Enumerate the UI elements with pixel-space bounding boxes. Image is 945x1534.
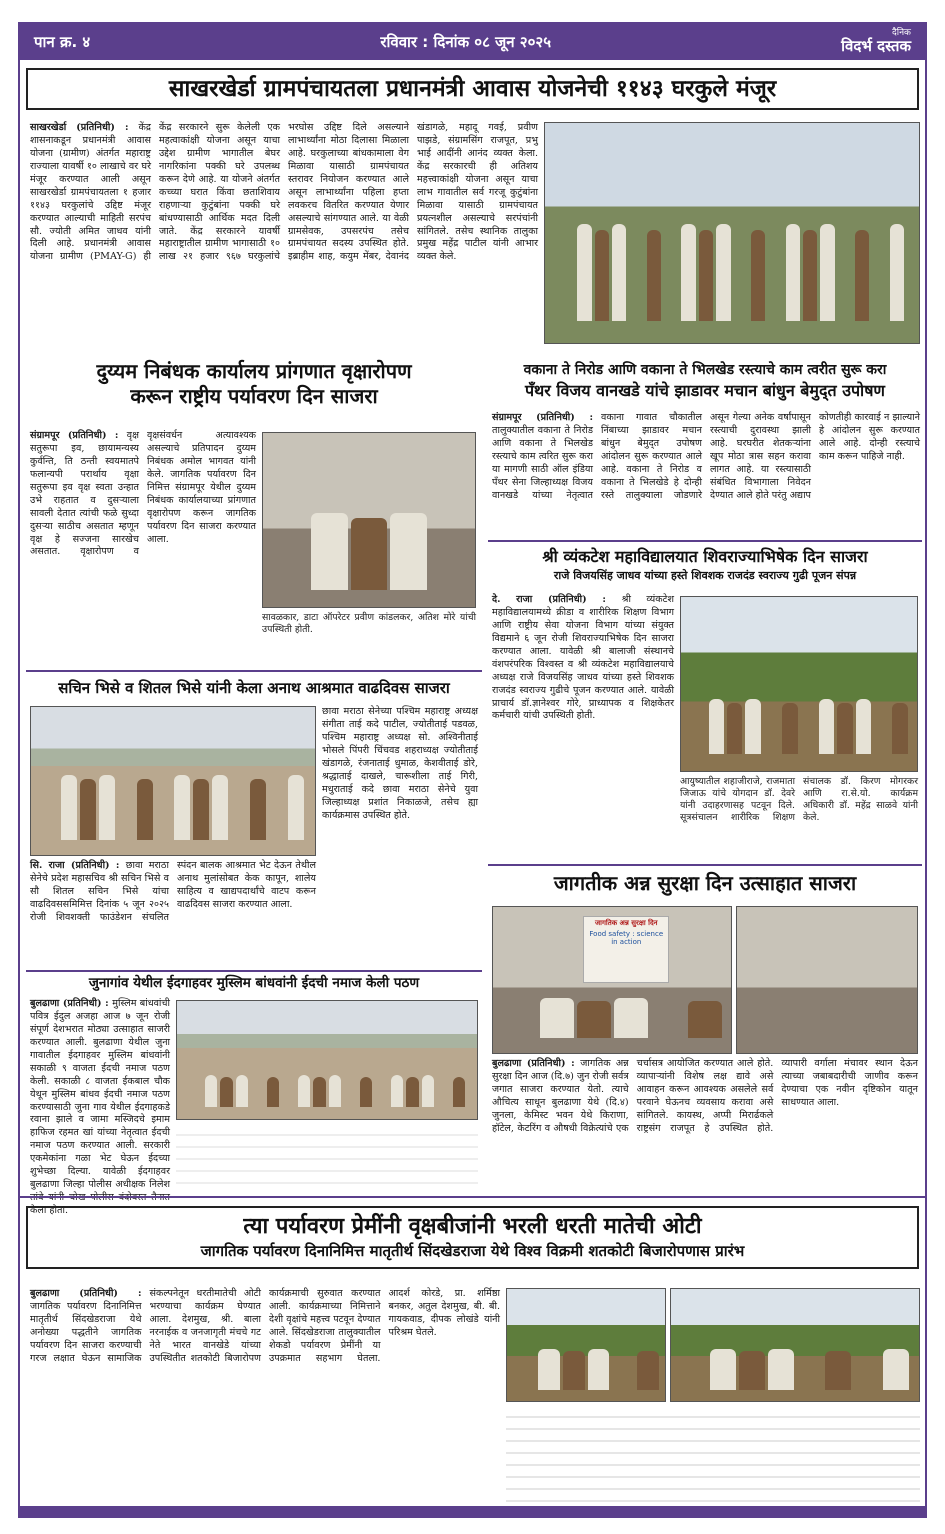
headline-box: [26, 1206, 919, 1269]
dateline: दे. राजा (प्रतिनिधी) :: [492, 594, 622, 605]
dateline: संग्रामपूर (प्रतिनिधी) :: [30, 430, 127, 441]
story-headline: सचिन भिसे व शितल भिसे यांनी केला अनाथ आश्रमात वाढदिवस साजरा: [58, 679, 450, 697]
dateline: संग्रामपूर (प्रतिनिधी) :: [492, 412, 593, 423]
story-headline: साखरखेर्डा ग्रामपंचायतला प्रधानमंत्री आवास योजनेची ११४३ घरकुले मंजूर: [168, 76, 777, 102]
paper-tag: दैनिक: [891, 28, 911, 39]
photo-caption: सावळकार, डाटा ऑपरेटर प्रवीण कांडलकर, अतिश मोरे यांची उपस्थिती होती.: [262, 612, 476, 636]
story-headline-line2: राजे विजयसिंह जाधव यांच्या हस्ते शिवशक राजदंड स्वराज्य गुढी पूजन संपन्न: [553, 569, 857, 583]
story-text: तालुक्यातील वकाना ते निरोड आणि वकाना ते भिलखेड रस्त्याचे काम त्वरित सुरू करा या मागणी साठी ऑल इंडिया पँथर सेना जिल्हाध्यक्ष विजय वानखडे यांच्या नेतृत्वात वकाना गावात चौकातील निंबाच्या झाडावर मचान बांधुन बेमुद्त उपोषण आंदोलन सुरू करण्यात आले आहे. वकाना ते निरोड व वकाना ते भिलखेडे हे दोन्ही रस्ते तालुक्याला जोडणारे असून गेल्या अनेक वर्षांपासून रस्त्याची दुरावस्था झाली आहे. घरघरीत शेतकऱ्यांना खूप मोठा त्रास सहन करावा लागत आहे. या रस्त्यासाठी संबंधित विभागाला निवेदन देण्यात आले होते परंतु अद्याप कोणतीही कारवाई न झाल्याने हे आंदोलन सुरू करण्यात आले आहे. दोन्ही रस्त्याचे काम करून पाहिजे नाही.: [492, 412, 920, 501]
story-tree-plantation: [26, 354, 482, 672]
story-text: वृक्ष सतुरूपा इव, छायामन्यस्य कुर्वन्ति, ति ठन्ती स्वयमातपे फलान्यपी परार्थाय वृक्षा सतुरूपा इव वृक्ष स्वता उन्हात उभे राहतात व दुसऱ्याला सावली देतात त्यांची फळे सुध्दा दुसऱ्या साठीच असतात म्हणून वृक्ष हे सज्जना सारखेच असतात. वृक्षारोपण व वृक्षसंवर्धन अत्यावश्यक असल्याचे प्रतिपादन दुय्यम निबंधक अमोल भागवत यांनी केले. जागतिक पर्यावरण दिन निमित्त संग्रामपूर येथील दुय्यम निबंधक कार्यालयाच्या प्रांगणात वृक्षारोपण करून जागतिक पर्यावरण दिन साजरा करण्यात आला.: [30, 430, 256, 558]
story-headline-line1: दुय्यम निबंधक कार्यालय प्रांगणात वृक्षारोपण: [96, 359, 412, 383]
event-banner: [583, 916, 669, 983]
paper-name: विदर्भ दस्तक: [841, 36, 911, 55]
seed-planting-photo-1: [506, 1288, 666, 1402]
story-text-2: छावा मराठा सेनेचे प्रदेश महासचिव श्री सचिन भिसे व सौ शितल सचिन भिसे यांचा वाढदिवससमिमित्त दिनांक ५ जून २०२५ रोजी शिवशक्ती फाउंडेशन संचलित स्पंदन बालक आश्रमात भेट देऊन तेथील अनाथ मुलांसोबत केक कापून, शालेय साहित्य व खाद्यपदार्थांचे वाटप करून वाढदिवस साजरा करण्यात आला.: [30, 860, 316, 923]
story-eid-namaz: [26, 970, 482, 1216]
banner-title: जागतिक अन्न सुरक्षा दिन: [594, 918, 658, 927]
story-road-protest: [488, 354, 922, 536]
story-shivrajyabhishek: [488, 540, 922, 860]
issue-date: रविवार : दिनांक ०८ जून २०२५: [380, 33, 552, 51]
story-awas-yojana: [20, 60, 925, 350]
newspaper-logo: [841, 29, 911, 54]
dateline: बुलढाणा (प्रतिनिधी) :: [30, 1288, 142, 1299]
story-seed-plantation: [20, 1196, 925, 1508]
story-headline-line1: त्या पर्यावरण प्रेमींनी वृक्षबीजांनी भरली धरती मातेची ओटी: [243, 1214, 702, 1239]
story-headline: जागतीक अन्न सुरक्षा दिन उत्साहात साजरा: [553, 871, 857, 895]
speaker-photo: [736, 906, 918, 1054]
story-headline: जुनागांव येथील ईदगाहवर मुस्लिम बांधवांनी ईदची नमाज केली पठण: [88, 975, 420, 991]
eid-prayer-photo: [176, 1000, 478, 1120]
story-food-safety: [488, 864, 922, 1192]
college-event-photo: [680, 596, 918, 772]
masthead: [20, 24, 925, 60]
story-text: जागतिक पर्यावरण दिनानिमित्त मातृतीर्थ सिंदखेडराजा येथे अनोख्या पद्धतीने जागतिक पर्यावरण दिन साजरा करण्याची गरज लक्षात घेऊन सामाजिक संकल्पनेतून धरतीमातेची ओटी भरण्याचा कार्यक्रम घेण्यात आला. देशमुख, श्री. बाला नरनाईक व जनजागृती मंचचे गट नेते भारत वानखेडे यांच्या उपस्थितीत शतकोटी बिजारोपण कार्यक्रमाची सुरुवात करण्यात आली. कार्यक्रमाच्या निमित्ताने देशी वृक्षांचे महत्त्व पटवून देण्यात आले. सिंदखेडराजा तालुक्यातील शेकडो पर्यावरण प्रेमींनी या उपक्रमात सहभाग घेतला. आदर्श कोरडे, प्रा. शर्मिष्ठा बनकर, अतुल देशमुख, बी. बी. गायकवाड, दीपक लोखंडे यांनी परिश्रम घेतले.: [30, 1288, 500, 1364]
story-text: मुस्लिम बांधवांची पवित्र ईदुल अजहा आज ७ जून रोजी संपूर्ण देशभरात मोठ्या उत्साहात साजरी करण्यात आली. बुलढाणा येथील जुना गावातील ईदगाहवर मुस्लिम बांधवांनी सकाळी ९ वाजता ईदची नमाज पठण केली. सकाळी ८ वाजता ईकबाल चौक येथून मुस्लिम बांधव ईदची नमाज पठण करण्यासाठी जुना गाव येथील ईदगाहकडे रवाना झाले व जामा मस्जिदचे इमाम हाफिज रहमत खां यांच्या नेतृत्वात ईदची नमाज पठण करण्यात आली. सरकारी एकमेकांना गळा भेट घेऊन ईदच्या शुभेच्छा दिल्या. यावेळी ईदगाहवर बुलढाणा जिल्हा पोलीस अधीक्षक निलेश तांबे यांनी चोख पोलीस बंदोबस्त तैनात केला होता.: [30, 998, 170, 1216]
photo-caption: आयुष्यातील शहाजीराजे, राजमाता जिजाऊ यांचे योगदान डॉ. देवरे यांनी उदाहरणासह पटवून दिले. सूत्रसंचालन शारीरिक शिक्षण संचालक डॉ. किरण मोगरकर आणि रा.से.यो. कार्यक्रम अधिकारी डॉ. महेंद्र साळवे यांनी केले.: [680, 776, 918, 824]
story-text: केंद्र शासनाकडून प्रधानमंत्री आवास योजना (ग्रामीण) अंतर्गत महाराष्ट्र राज्याला यावर्षी १० लाखाचे वर घरे मंजूर करण्यात आली असून साखरखेर्डा ग्रामपंचायतला १ हजार ११४३ घरकुलांचे उद्दिष्ट मंजूर करण्यात आल्याची माहिती सरपंच सौ. ज्योती अमित जाधव यांनी दिली आहे. प्रधानमंत्री आवास योजना ग्रामीण (PMAY-G) ही केंद्र सरकारने सुरू केलेली एक महत्वाकांक्षी योजना असून याचा उद्देश ग्रामीण भागातील बेघर नागरिकांना पक्की घरे उपलब्ध करून देणे आहे. या योजने अंतर्गत कच्च्या घरात किंवा छताशिवाय राहणाऱ्या कुटुंबांना पक्की घरे बांधण्यासाठी आर्थिक मदत दिली जाते. केंद्र सरकारने यावर्षी महाराष्ट्रातील ग्रामीण भागासाठी १० लाख २१ हजार ९६७ घरकुलांचे भरघोस उद्दिष्ट दिले असल्याने लाभार्थ्यांना मोठा दिलासा मिळाला आहे. घरकुलाच्या बांधकामाला वेग मिळावा यासाठी ग्रामपंचायत स्तरावर नियोजन करण्यात आले असून लाभार्थ्यांना पहिला हप्ता लवकरच वितरित करण्यात येणार असल्याचे सांगण्यात आले. या वेळी ग्रामसेवक, उपसरपंच तसेच ग्रामपंचायत सदस्य उपस्थित होते. इब्राहीम शाह, कयुम मेंबर, देवानंद खंडागळे, महादू गवई, प्रवीण पाझडे, संग्रामसिंग राजपूत, प्रभु भाई आदींनी आनंद व्यक्त केला. केंद्र सरकारची ही अतिशय महत्त्वाकांक्षी योजना असून याचा लाभ गावातील सर्व गरजू कुटुंबांना मिळावा यासाठी ग्रामपंचायत प्रयत्नशील असल्याचे सरपंचांनी सांगितले. तसेच स्थानिक तालुका प्रमुख महेंद्र पाटील यांनी आभार व्यक्त केले.: [30, 122, 538, 263]
story-text: जागतिक अन्न सुरक्षा दिन आज (दि.७) जुन रोजी सर्वत्र जगात साजरा करण्यात येतो. त्याचे औचित्य साधून बुलढाणा येथे (दि.४) जुनला, केमिस्ट भवन येथे किराणा, हॉटेल, केटरिंग व औषधी विक्रेत्यांचे एक चर्चासत्र आयोजित करण्यात आले होते. व्यापाऱ्यांनी विशेष लक्ष द्यावे असे आवाहन करून आवश्यक असलेले सर्व परवाने घेऊनच व्यवसाय करावा असे सांगितले. कायस्थ, अप्पी मिरार्ढकले राष्ट्रसंग राजपूत हे उपस्थित होते. व्यापारी वर्गाला मंचावर स्थान देऊन त्याच्या जबाबदारीची जाणीव करून देण्याचा एक नवीन दृष्टिकोन यातून साधण्यात आला.: [492, 1058, 918, 1134]
story-text: छावा मराठा सेनेच्या पश्चिम महाराष्ट्र अध्यक्ष संगीता ताई कदे पाटील, ज्योतीताई पडवळ, पश्चिम महाराष्ट्र अध्यक्ष सो. अश्विनीताई भोसले पिंपरी चिंचवड शहराध्यक्ष ज्योतीताई खंडागळे, रंजनाताई धुमाळ, केशवीताई डोरे, श्रद्धाताई दाखले, चारूशीला ताई गिरी, मधुराताई कदे छावा मराठा सेनेचे युवा जिल्हाध्यक्ष प्रशांत निकाळजे, तसेच ह्या कार्यक्रमास उपस्थित होते.: [322, 706, 478, 821]
plantation-photo: [262, 432, 476, 608]
orphanage-group-photo: [30, 706, 316, 856]
story-headline-line1: श्री व्यंकटेश महाविद्यालयात शिवराज्याभिषेक दिन साजरा: [542, 547, 868, 566]
story-continuation: [506, 1406, 920, 1502]
story-birthday-orphanage: [26, 676, 482, 966]
group-photo: [544, 122, 920, 344]
seed-planting-photo-2: [670, 1288, 920, 1402]
story-headline-line1: वकाना ते निरोड आणि वकाना ते भिलखेड रस्त्याचे काम त्वरीत सुरू करा: [523, 362, 887, 378]
dateline: साखरखेर्डा (प्रतिनिधी) :: [30, 122, 139, 133]
dateline: बुलढाणा (प्रतिनिधी) :: [492, 1058, 581, 1069]
story-headline-line2: करून राष्ट्रीय पर्यावरण दिन साजरा: [130, 384, 378, 408]
story-continuation: [176, 1124, 478, 1188]
banner-subtitle: Food safety : science in action: [589, 929, 664, 946]
story-body: [30, 122, 538, 344]
footer-bar: [20, 1506, 925, 1516]
story-headline-line2: जागतिक पर्यावरण दिनानिमित्त मातृतीर्थ सिंदखेडराजा येथे विश्व विक्रमी शतकोटी बिजारोपणास प्रारंभ: [200, 1242, 745, 1261]
food-safety-event-photo: [492, 906, 732, 1054]
story-text: श्री व्यंकटेश महाविद्यालयामध्ये क्रीडा व शारीरिक शिक्षण विभाग आणि राष्ट्रीय सेवा योजना विभाग यांच्या संयुक्त विद्यमाने ६ जून रोजी शिवराज्याभिषेक दिन साजरा करण्यात आला. यावेळी श्री बालाजी संस्थानचे वंशपरंपरिक विश्वस्त व श्री व्यंकटेश महाविद्यालयाचे अध्यक्ष राजे विजयसिंह जाधव यांच्या हस्ते शिवशक राजदंड स्वराज्य गुढीचे पूजन करण्यात आले. यावेळी प्राचार्य डॉ.ज्ञानेश्वर गोरे, प्राध्यापक व शिक्षकेतर कर्मचारी यांची उपस्थिती होती.: [492, 594, 674, 722]
headline-box: [26, 68, 919, 110]
dateline: सि. राजा (प्रतिनिधी) :: [30, 860, 126, 871]
page-number: पान क्र. ४: [34, 33, 91, 51]
dateline: बुलढाणा (प्रतिनिधी) :: [30, 998, 113, 1009]
story-headline-line2: पँथर विजय वानखडे यांचे झाडावर मचान बांधुन बेमुद्त उपोषण: [524, 381, 886, 401]
newspaper-page: [18, 22, 927, 1518]
